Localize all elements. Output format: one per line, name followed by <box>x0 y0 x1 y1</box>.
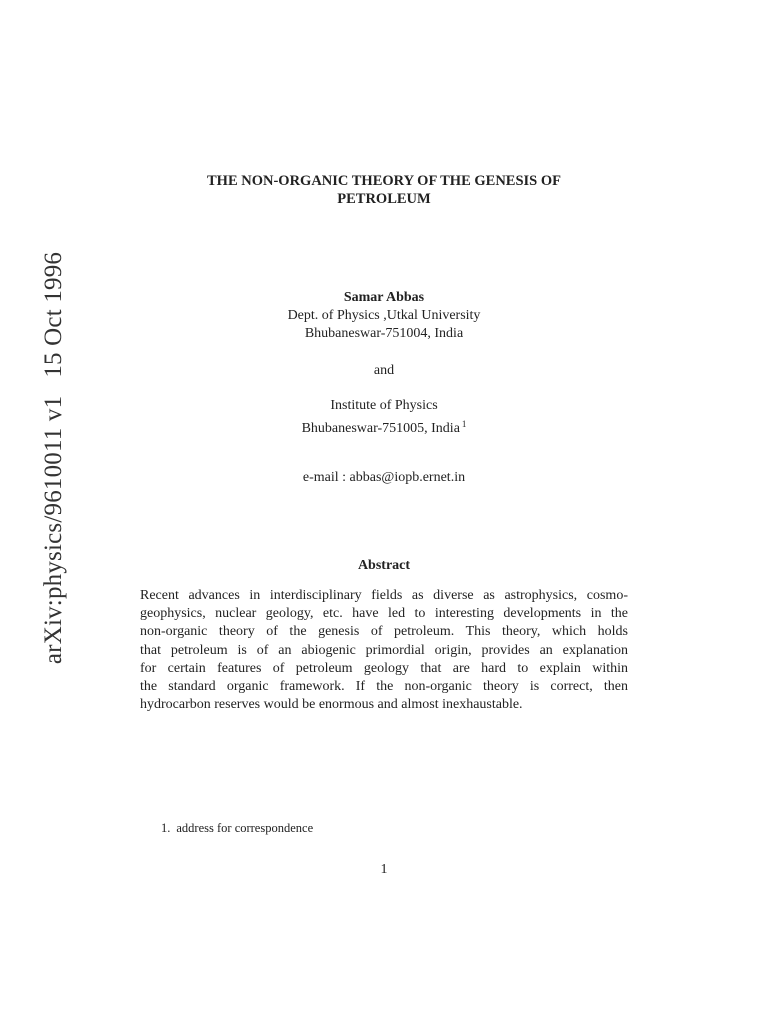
title-line-1: THE NON-ORGANIC THEORY OF THE GENESIS OF <box>207 173 561 189</box>
affiliation-2-line-2 <box>140 415 628 438</box>
affiliation-2-line-1: Institute of Physics <box>330 398 438 413</box>
abstract-line: the standard organic framework. If the non-organic theory is correct, then <box>140 679 628 695</box>
affiliation-1 <box>140 307 628 343</box>
affiliation-2 <box>140 397 628 438</box>
abstract-line: for certain features of petroleum geology that are hard to explain within <box>140 660 628 676</box>
page-number: 1 <box>380 862 388 877</box>
title-line-2: PETROLEUM <box>337 191 431 207</box>
footnote-mark: 1 <box>461 419 467 429</box>
author-name: Samar Abbas <box>343 290 425 305</box>
arxiv-date: 15 Oct 1996 <box>40 251 67 378</box>
arxiv-id: arXiv:physics/9610011 v1 <box>40 395 67 665</box>
affiliation-1-line-1: Dept. of Physics ,Utkal University <box>287 308 481 323</box>
footnote-text: address for correspondence <box>176 821 314 835</box>
abstract-line: that petroleum is of an abiogenic primordial origin, provides an explanation <box>140 642 628 658</box>
abstract-line: hydrocarbon reserves would be enormous and almost inexhaustable. <box>140 697 523 713</box>
paper-title <box>140 172 628 208</box>
abstract-line: Recent advances in interdisciplinary fields as diverse as astrophysics, cosmo- <box>140 588 628 603</box>
abstract-body <box>140 587 628 714</box>
footnote <box>161 821 313 836</box>
abstract-line: geophysics, nuclear geology, etc. have led to interesting developments in the <box>140 606 628 622</box>
footnote-number: 1. <box>161 821 171 835</box>
author-email: e-mail : abbas@iopb.ernet.in <box>302 470 466 485</box>
affiliation-1-line-2: Bhubaneswar-751004, India <box>304 326 464 341</box>
and-separator: and <box>373 363 395 378</box>
abstract-line: non-organic theory of the genesis of petroleum. This theory, which holds <box>140 624 628 640</box>
affiliation-2-line-2-text: Bhubaneswar-751005, India <box>301 421 460 436</box>
abstract-heading: Abstract <box>357 558 411 573</box>
arxiv-identifier-stamp <box>40 252 68 664</box>
